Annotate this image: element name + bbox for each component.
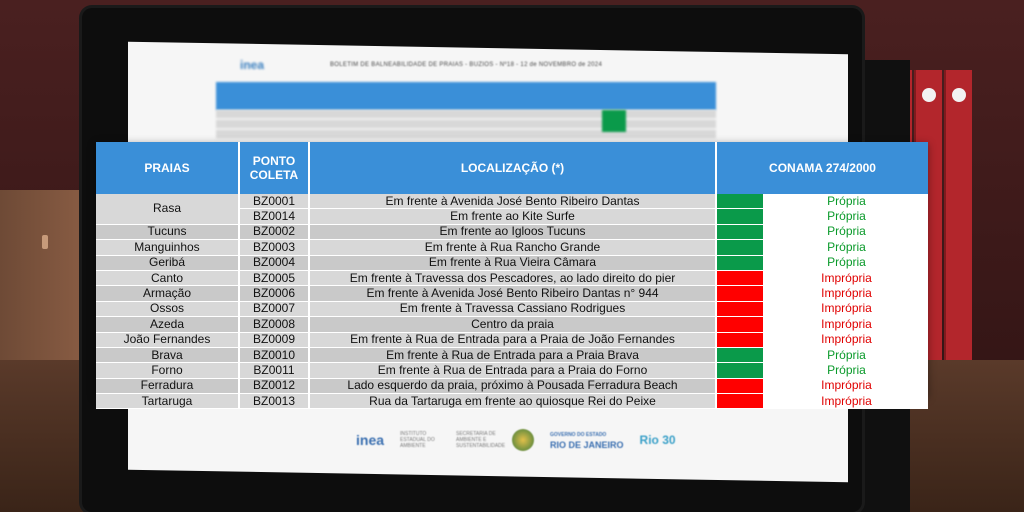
table-body [96, 194, 928, 409]
cell-praia: Rasa [96, 194, 239, 224]
cell-localizacao: Centro da praia [309, 317, 716, 332]
cell-status: Própria [764, 347, 928, 362]
bg-table-rows [216, 110, 716, 140]
status-swatch [716, 255, 764, 270]
gov-line1: GOVERNO DO ESTADO [550, 432, 607, 438]
cell-localizacao: Rua da Tartaruga em frente ao quiosque Rei do Peixe [309, 394, 716, 409]
status-swatch [716, 224, 764, 239]
status-swatch [716, 394, 764, 409]
binder-ring [922, 88, 936, 102]
cell-localizacao: Em frente à Rua de Entrada para a Praia de João Fernandes [309, 332, 716, 347]
status-swatch [716, 378, 764, 393]
status-swatch [716, 240, 764, 255]
cell-praia: Armação [96, 286, 239, 301]
table-row [96, 255, 928, 270]
gov-line2: RIO DE JANEIRO [550, 440, 624, 450]
table-row [96, 394, 928, 409]
cell-praia: Azeda [96, 317, 239, 332]
cell-ponto: BZ0006 [239, 286, 309, 301]
cell-ponto: BZ0009 [239, 332, 309, 347]
footer-logos [356, 420, 676, 460]
beach-quality-table [96, 142, 928, 408]
cell-praia: Brava [96, 347, 239, 362]
table-row [96, 363, 928, 378]
gov-logo [550, 430, 624, 450]
status-swatch [716, 194, 764, 209]
cell-ponto: BZ0013 [239, 394, 309, 409]
cell-localizacao: Em frente à Rua Rancho Grande [309, 240, 716, 255]
header-ponto-coleta: PONTO COLETA [239, 142, 309, 194]
cell-praia: João Fernandes [96, 332, 239, 347]
table-row [96, 240, 928, 255]
cell-ponto: BZ0014 [239, 209, 309, 224]
bg-bulletin-title: BOLETIM DE BALNEABILIDADE DE PRAIAS - BÚZIOS - Nº18 - 12 de NOVEMBRO de 2024 [330, 62, 603, 68]
status-swatch [716, 270, 764, 285]
table-row [96, 317, 928, 332]
cell-localizacao: Em frente ao Kite Surfe [309, 209, 716, 224]
cell-ponto: BZ0004 [239, 255, 309, 270]
cell-status: Própria [764, 224, 928, 239]
cell-praia: Manguinhos [96, 240, 239, 255]
header-localizacao: LOCALIZAÇÃO (*) [309, 142, 716, 194]
table-row [96, 378, 928, 393]
table-row [96, 224, 928, 239]
balneability-table [96, 142, 928, 409]
cell-localizacao: Em frente à Rua de Entrada para a Praia do Forno [309, 363, 716, 378]
cell-localizacao: Em frente à Rua de Entrada para a Praia Brava [309, 347, 716, 362]
cell-praia: Ferradura [96, 378, 239, 393]
cell-status: Imprópria [764, 317, 928, 332]
table-header-row [96, 142, 928, 194]
cell-praia: Forno [96, 363, 239, 378]
cell-status: Imprópria [764, 332, 928, 347]
cell-localizacao: Em frente à Travessa dos Pescadores, ao lado direito do pier [309, 270, 716, 285]
status-swatch [716, 301, 764, 316]
cell-status: Imprópria [764, 270, 928, 285]
cell-praia: Tartaruga [96, 394, 239, 409]
cell-status: Própria [764, 240, 928, 255]
cell-ponto: BZ0007 [239, 301, 309, 316]
cell-status: Imprópria [764, 301, 928, 316]
header-conama: CONAMA 274/2000 [716, 142, 928, 194]
status-swatch [716, 286, 764, 301]
cell-ponto: BZ0012 [239, 378, 309, 393]
cell-ponto: BZ0001 [239, 194, 309, 209]
secretaria-logo: SECRETARIA DE AMBIENTE E SUSTENTABILIDADE [456, 431, 506, 449]
cell-ponto: BZ0011 [239, 363, 309, 378]
cell-localizacao: Em frente à Avenida José Bento Ribeiro Dantas n° 944 [309, 286, 716, 301]
cell-status: Imprópria [764, 286, 928, 301]
cell-status: Própria [764, 363, 928, 378]
cell-ponto: BZ0002 [239, 224, 309, 239]
state-seal-icon [512, 429, 534, 451]
status-swatch [716, 363, 764, 378]
table-row [96, 286, 928, 301]
status-swatch [716, 317, 764, 332]
cell-ponto: BZ0010 [239, 347, 309, 362]
bg-status-swatch [602, 110, 626, 132]
bg-inea-logo: inea [240, 58, 265, 72]
cell-praia: Canto [96, 270, 239, 285]
table-row [96, 347, 928, 362]
inea-subtitle: INSTITUTO ESTADUAL DO AMBIENTE [400, 431, 435, 449]
binder-ring [952, 88, 966, 102]
cell-status: Própria [764, 194, 928, 209]
table-row [96, 194, 928, 209]
bg-table-header [216, 82, 716, 110]
rio30-logo: Rio 30 [639, 433, 676, 447]
cell-praia: Ossos [96, 301, 239, 316]
cell-localizacao: Em frente à Travessa Cassiano Rodrigues [309, 301, 716, 316]
cell-ponto: BZ0003 [239, 240, 309, 255]
status-swatch [716, 347, 764, 362]
cell-localizacao: Lado esquerdo da praia, próximo à Pousada Ferradura Beach [309, 378, 716, 393]
cell-status: Própria [764, 209, 928, 224]
cell-status: Própria [764, 255, 928, 270]
cell-localizacao: Em frente ao Igloos Tucuns [309, 224, 716, 239]
cell-localizacao: Em frente à Avenida José Bento Ribeiro Dantas [309, 194, 716, 209]
cell-status: Imprópria [764, 394, 928, 409]
cabinet-knob [42, 235, 48, 249]
cell-localizacao: Em frente à Rua Vieira Câmara [309, 255, 716, 270]
status-swatch [716, 209, 764, 224]
table-row [96, 270, 928, 285]
cell-ponto: BZ0005 [239, 270, 309, 285]
cell-praia: Tucuns [96, 224, 239, 239]
cell-ponto: BZ0008 [239, 317, 309, 332]
inea-logo: inea [356, 432, 385, 448]
cell-status: Imprópria [764, 378, 928, 393]
cell-praia: Geribá [96, 255, 239, 270]
binder [944, 70, 972, 370]
header-praias: PRAIAS [96, 142, 239, 194]
table-row [96, 301, 928, 316]
status-swatch [716, 332, 764, 347]
table-row [96, 332, 928, 347]
